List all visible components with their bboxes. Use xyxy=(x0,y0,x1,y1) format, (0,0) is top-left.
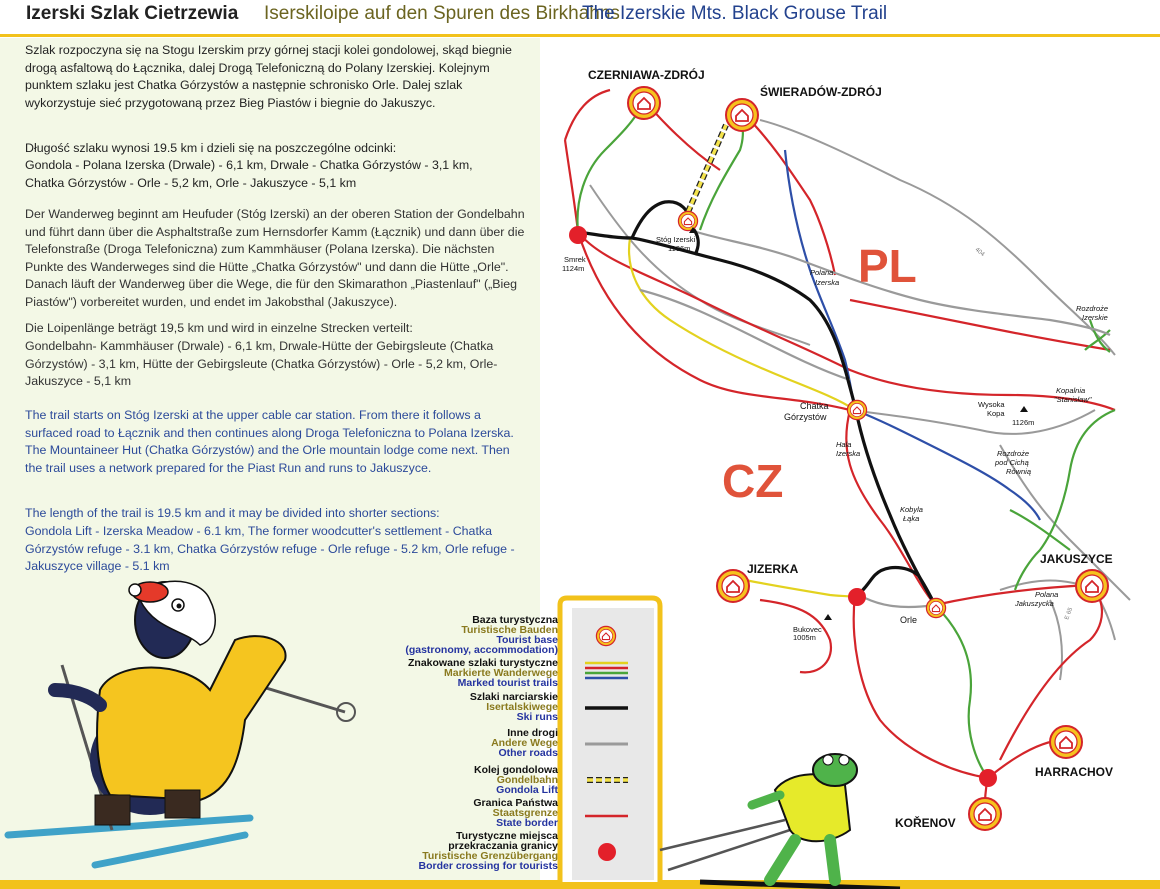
frog-skier-illustration xyxy=(660,754,900,889)
english-length-1: The length of the trail is 19.5 km and it may be divided into shorter sections: xyxy=(25,506,440,520)
place-korenov: KOŘENOV xyxy=(895,816,956,830)
label-kopalnia-2: "Stanisław" xyxy=(1054,395,1092,404)
english-length-2: Gondola Lift - Izerska Meadow - 6.1 km, The former woodcutter's settlement - Chatka Górzystów refuge - 3.1 km, Chatka Górzystów refuge - Orle refuge - 5.2 km, Orle refuge - Jakuszyce village - 5.1 km xyxy=(25,524,515,573)
place-czerniawa: CZERNIAWA-ZDRÓJ xyxy=(588,68,705,82)
label-wysoka-height: 1126m xyxy=(1012,418,1035,427)
hut-icon-swieradow xyxy=(726,99,758,131)
title-german: Iserskiloipe auf den Spuren des Birkhahns xyxy=(264,3,620,24)
label-rozdroze-izerskie-2: Izerskie xyxy=(1082,313,1108,322)
label-bukovec-name: Bukovec xyxy=(793,625,822,634)
legend-hut-icon xyxy=(596,626,615,645)
label-kopalnia-1: Kopalnia xyxy=(1056,386,1086,395)
legend-crossing-pl: Turystyczne miejsca xyxy=(456,830,558,842)
place-jakuszyce: JAKUSZYCE xyxy=(1040,552,1113,566)
polish-length-1: Długość szlaku wynosi 19.5 km i dzieli się na poszczególne odcinki: xyxy=(25,141,397,155)
legend-gondola-pl: Kolej gondolowa xyxy=(474,764,558,776)
label-kobyla-2: Łąka xyxy=(903,514,920,523)
place-jizerka: JIZERKA xyxy=(747,562,799,576)
country-label-cz: CZ xyxy=(722,455,784,507)
english-intro: The trail starts on Stóg Izerski at the upper cable car station. From there it follows a surfaced road to Łącznik and then continues along Droga Telefoniczna to Polana Izerska. The Mountaineer Hut (Chatka Górzystów) and the Orle mountain lodge come next. Then the trail uses a network prepared for the Piast Run and runs to Jakuszyce. xyxy=(25,408,514,475)
legend-ski-de: Isertalskiwege xyxy=(486,701,558,713)
hut-icon-jakuszyce xyxy=(1076,570,1108,602)
label-polana-jak-2: Jakuszycka xyxy=(1015,599,1054,608)
label-stog-name: Stóg Izerski xyxy=(656,235,696,244)
legend-trails-en: Marked tourist trails xyxy=(457,677,558,689)
polish-length-3: Chatka Górzystów - Orle - 5,2 km, Orle - Jakuszyce - 5,1 km xyxy=(25,176,357,190)
legend-trails-de: Markierte Wanderwege xyxy=(444,667,558,679)
country-label-pl: PL xyxy=(858,240,917,292)
label-polana-2: Izerska xyxy=(815,278,840,287)
legend-border-pl: Granica Państwa xyxy=(473,797,558,809)
hut-icon-harrachov xyxy=(1050,726,1082,758)
german-intro: Der Wanderweg beginnt am Heufuder (Stóg Izerski) an der oberen Station der Gondelbahn und führt dann über die Asphaltstraße zum Hernsdorfer Kamm (Łącznik) und dann über die Telefonstraße (Droga Telefoniczna) zum Kammhäuser (Polana Izerska). Die nächsten Punkte des Wanderweges sind die Hütte „Chatka Górzystów" und dann die Hütte „Orle". Danach läuft der Wanderweg über die Wege, die für den Skimarathon „Piastenlauf" („Bieg Piastów") vorbereitet wurden, und endet im Jakobsthal (Jakuszyce). xyxy=(25,207,525,309)
peak-icon-bukovec xyxy=(824,614,832,620)
legend-base-en1: Tourist base xyxy=(496,634,558,646)
german-length-1: Die Loipenlänge beträgt 19,5 km und wird in einzelne Strecken verteilt: xyxy=(25,321,413,335)
label-bukovec-height: 1005m xyxy=(793,633,816,642)
title-english: The Izerskie Mts. Black Grouse Trail xyxy=(582,3,888,24)
border-crossing-icon-smrek xyxy=(569,226,587,244)
legend-ski-pl: Szlaki narciarskie xyxy=(469,691,558,703)
label-road-404: 404 xyxy=(973,246,986,258)
legend-base-en2: (gastronomy, accommodation) xyxy=(405,644,558,656)
label-hala-2: Izerska xyxy=(836,449,861,458)
legend xyxy=(405,598,660,882)
title-polish: Izerski Szlak Cietrzewia xyxy=(26,3,239,24)
legend-roads-pl: Inne drogi xyxy=(507,727,558,739)
label-rozdroze-cicha-3: Równią xyxy=(1006,467,1032,476)
legend-base-pl: Baza turystyczna xyxy=(472,614,558,626)
legend-crossing-pl2: przekraczania granicy xyxy=(448,840,558,852)
hut-icon-korenov xyxy=(969,798,1001,830)
peak-icon-wysoka xyxy=(1020,406,1028,412)
legend-border-en: State border xyxy=(496,817,558,829)
label-rozdroze-cicha-1: Rozdroże xyxy=(997,449,1030,458)
label-wysoka-name: Wysoka xyxy=(978,400,1005,409)
legend-roads-en: Other roads xyxy=(498,747,558,759)
hut-icon-stog xyxy=(678,211,697,230)
border-crossing-icon-harrachov xyxy=(979,769,997,787)
label-hala-1: Hala xyxy=(836,440,852,449)
hut-icon-jizerka xyxy=(717,570,749,602)
label-chatka-2: Górzystów xyxy=(784,412,827,422)
legend-crossing-de: Turistische Grenzübergang xyxy=(422,850,558,862)
hut-icon-czerniawa xyxy=(628,87,660,119)
border-crossing-icon-jizerka xyxy=(848,588,866,606)
label-smrek-height: 1124m xyxy=(562,264,585,273)
grouse-mascot-illustration xyxy=(8,581,355,865)
label-rozdroze-cicha-2: pod Cichą xyxy=(995,458,1029,467)
label-polana-1: Polana xyxy=(810,268,834,277)
legend-border-crossing-icon xyxy=(598,843,616,861)
label-rozdroze-izerskie-1: Rozdroże xyxy=(1076,304,1109,313)
label-stog-height: 1106m xyxy=(668,244,691,253)
legend-border-de: Staatsgrenze xyxy=(492,807,558,819)
legend-gondola-en: Gondola Lift xyxy=(496,784,558,796)
legend-base-de: Turistische Bauden xyxy=(461,624,558,636)
polish-intro: Szlak rozpoczyna się na Stogu Izerskim przy górnej stacji kolei gondolowej, skąd biegnie drogą asfaltową do Łącznika, dalej Drogą Telefoniczną do Polany Izerskiej. Kolejnym punktem szlaku jest Chatka Górzystów a następnie schronisko Orle. Dalej szlak wykorzystuje sieć przygotowaną przez Bieg Piastów i biegnie do Jakuszyc. xyxy=(25,43,512,110)
label-orle: Orle xyxy=(900,615,918,625)
polish-length-2: Gondola - Polana Izerska (Drwale) - 6,1 km, Drwale - Chatka Górzystów - 3,1 km, xyxy=(25,158,473,172)
legend-roads-de: Andere Wege xyxy=(491,737,558,749)
label-road-e65: E 65 xyxy=(1064,607,1075,621)
label-chatka-1: Chatka xyxy=(800,401,829,411)
place-harrachov: HARRACHOV xyxy=(1035,765,1113,779)
hut-icon-chatka xyxy=(847,400,866,419)
label-kobyla-1: Kobyla xyxy=(900,505,923,514)
label-wysoka-name2: Kopa xyxy=(987,409,1005,418)
legend-trails-pl: Znakowane szlaki turystyczne xyxy=(408,657,558,669)
gondola-lift xyxy=(688,125,726,212)
legend-gondola-de: Gondelbahn xyxy=(496,774,558,786)
german-length-2: Gondelbahn- Kammhäuser (Drwale) - 6,1 km, Drwale-Hütte der Gebirgsleute (Chatka Górzystów) - 3,1 km, Hütte der Gebirgsleute (Chatka Górzystów) - Orle - 5,2 km, Orle-Jakuszyce - 5,1 km xyxy=(25,339,498,388)
place-swieradow: ŚWIERADÓW-ZDRÓJ xyxy=(760,85,882,99)
legend-ski-en: Ski runs xyxy=(516,711,558,723)
label-polana-jak-1: Polana xyxy=(1035,590,1059,599)
hut-icon-orle xyxy=(926,598,945,617)
legend-crossing-en: Border crossing for tourists xyxy=(418,860,558,872)
label-smrek-name: Smrek xyxy=(564,255,586,264)
